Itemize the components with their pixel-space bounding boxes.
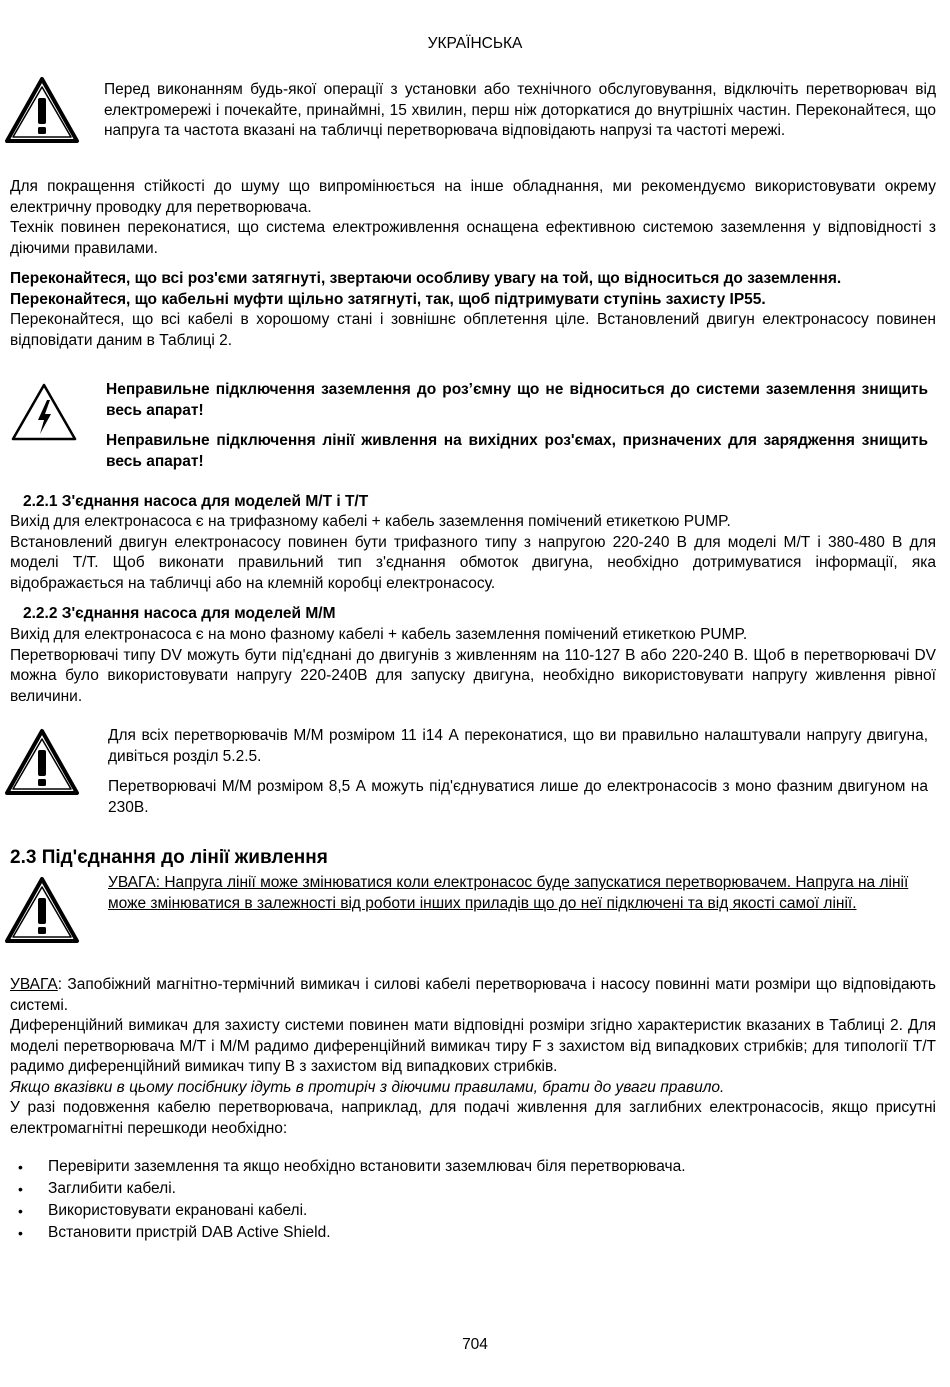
page-number: 704 [462, 1336, 488, 1353]
intro-paragraph-5: Переконайтеся, що всі кабелі в хорошому стані і зовнішнє обплетення ціле. Встановлений двигун електронасосу повинен відповідати даним в Таблиці 2. [10, 311, 936, 349]
section-2-3-paragraph-2: Диференційний вимикач для захисту системи повинен мати відповідні розміри згідно характеристик вказаних в Таблиці 2. Для моделі перетворювача М/Т і М/М радимо диференційний вимикач тиру F з захистом від випадкових стрибків; для типології Т/Т радимо диференційний вимикач типу В з захистом від випадкових стрибків. [10, 1017, 936, 1075]
electric-warning-paragraph-2: Неправильне підключення лінії живлення на вихідних роз'ємах, призначених для зарядження знищить весь апарат! [106, 432, 928, 470]
section-2-2-2-title: 2.2.2 З'єднання насоса для моделей М/М [23, 605, 336, 622]
intro-section [10, 177, 936, 351]
warning-2-paragraph-1: Для всіх перетворювачів М/М розміром 11 і14 А переконатися, що ви правильно налаштували напругу двигуна, дивіться розділ 5.2.5. [108, 727, 928, 765]
section-2-3-paragraph-4: У разі подовження кабелю перетворювача, наприклад, для подачі живлення для заглибних електронасосів, якщо присутні електромагнітні перешкоди необхідно: [10, 1099, 936, 1137]
page-header-language: УКРАЇНСЬКА [427, 35, 523, 52]
warning-triangle-icon [4, 876, 80, 944]
list-item: • Заглибити кабелі. [10, 1178, 936, 1200]
section-2-2-1-title: 2.2.1 З'єднання насоса для моделей М/Т і Т/Т [23, 493, 369, 510]
measures-list [10, 1156, 936, 1244]
section-2-2-1-paragraph-1: Вихід для електронасоса є на трифазному кабелі + кабель заземлення помічений етикеткою PUMP. [10, 513, 731, 530]
electric-hazard-icon [10, 382, 78, 442]
warning-2-text [108, 726, 928, 818]
attention-label: УВАГА [10, 976, 58, 993]
intro-paragraph-2: Технік повинен переконатися, що система електроживлення оснащена ефективною системою заземлення у відповідності з діючими правилами. [10, 219, 936, 257]
electric-warning-paragraph-1: Неправильне підключення заземлення до роз’ємну що не відноситься до системи заземлення знищить весь апарат! [106, 381, 928, 419]
list-item: • Встановити пристрій DAB Active Shield. [10, 1222, 936, 1244]
warning-2-paragraph-2: Перетворювачі М/М розміром 8,5 А можуть під'єднуватися лише до електронасосів з моно фазним двигуном на 230В. [108, 778, 928, 816]
section-2-3-paragraph-3: Якщо вказівки в цьому посібнику ідуть в протиріч з діючими правилами, брати до уваги правило. [10, 1078, 725, 1096]
section-2-2-1-paragraph-2: Встановлений двигун електронасосу повинен бути трифазного типу з напругою 220-240 В для моделі М/Т і 380-480 В для моделі Т/Т. Щоб виконати правильний тип з'єднання обмоток двигуна, необхідно дотримуватися інформації, яка відображається на табличці або на клемній коробці електронасосу. [10, 533, 936, 592]
warning-1-paragraph: Перед виконанням будь-якої операції з установки або технічного обслуговування, відключіть перетворювач від електромережі і почекайте, принаймні, 15 хвилин, перш ніж доторкатися до внутрішніх частин. Переконайтеся, що напруга та частота вказані на табличці перетворювача відповідають напрузі та частоті мережі. [104, 81, 936, 139]
section-2-2-2-paragraph-2: Перетворювачі типу DV можуть бути під'єднані до двигунів з живленням на 110-127 В або 220-240 В. Щоб в перетворювачі DV можна було використовувати напругу 220-240В для запуску двигуна, необхідно використовувати напругу живлення рівної величини. [10, 646, 936, 705]
section-2-3-paragraph-1 [10, 975, 936, 1016]
section-2-2-2-paragraph-1: Вихід для електронасоса є на моно фазному кабелі + кабель заземлення помічений етикеткою PUMP. [10, 626, 748, 643]
section-2-2-1-body [10, 512, 936, 594]
intro-paragraph-1: Для покращення стійкості до шуму що випромінюється на інше обладнання, ми рекомендуємо використовувати окрему електричну проводку для перетворювача. [10, 178, 936, 216]
section-2-3-warning [108, 873, 928, 914]
electric-warning-text [106, 380, 928, 472]
warning-1-text [104, 80, 936, 142]
section-2-2-2-body [10, 625, 936, 707]
section-2-3-title: 2.3 Під'єднання до лінії живлення [10, 847, 328, 868]
warning-triangle-icon [4, 728, 80, 796]
section-2-3-body [10, 975, 936, 1139]
list-item: • Використовувати екрановані кабелі. [10, 1200, 936, 1222]
section-2-3-warning-text: УВАГА: Напруга лінії може змінюватися коли електронасос буде запускатися перетворювачем. Напруга на лінії може змінюватися в залежності від роботи інших приладів що до неї підключені та від якості самої лінії. [108, 874, 909, 912]
intro-paragraph-3: Переконайтеся, що всі роз'єми затягнуті, звертаючи особливу увагу на той, що відноситься до заземлення. [10, 270, 842, 287]
intro-paragraph-4: Переконайтеся, що кабельні муфти щільно затягнуті, так, щоб підтримувати ступінь захисту IP55. [10, 290, 766, 308]
list-item: • Перевірити заземлення та якщо необхідно встановити заземлювач біля перетворювача. [10, 1156, 936, 1178]
warning-triangle-icon [4, 76, 80, 144]
attention-text: : Запобіжний магнітно-термічний вимикач і силові кабелі перетворювача і насосу повинні мати розміри що відповідають системі. [10, 976, 936, 1014]
